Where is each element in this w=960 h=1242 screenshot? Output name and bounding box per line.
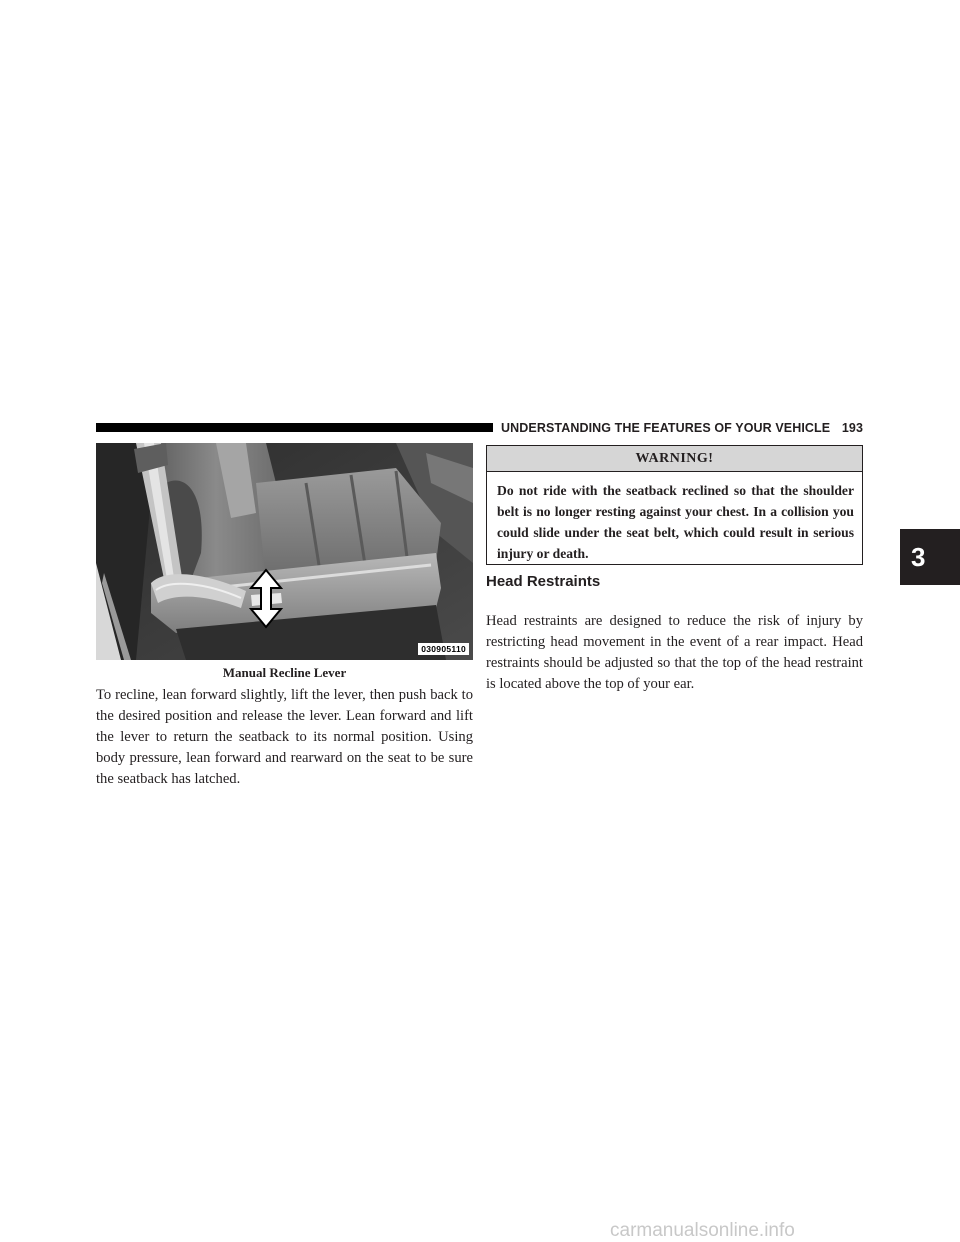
watermark: carmanualsonline.info	[610, 1220, 795, 1241]
running-header	[501, 419, 863, 437]
head-restraints-text: Head restraints are designed to reduce the risk of injury by restricting head movement in the event of a rear impact. Head restraints should be adjusted so that the top of the head restraint is located above the top of your ear.	[486, 613, 863, 692]
section-title: UNDERSTANDING THE FEATURES OF YOUR VEHICLE	[501, 421, 831, 435]
warning-text: Do not ride with the seatback reclined so that the shoulder belt is no longer resting against your chest. In a collision you could slide under the seat belt, which could result in serious injury or death.	[497, 483, 854, 561]
chapter-tab: 3	[900, 529, 960, 585]
image-code: 030905110	[418, 643, 469, 655]
figure-caption: Manual Recline Lever	[222, 665, 347, 680]
head-restraints-heading: Head Restraints	[486, 573, 601, 590]
recline-instructions: To recline, lean forward slightly, lift the lever, then push back to the desired position and release the lever. Lean forward and lift the lever to return the seatback to its normal position. Using body pressure, lean forward and rearward on the seat to be sure the seatback has latched.	[96, 687, 473, 787]
header-rule	[96, 423, 493, 432]
page-number: 193	[841, 421, 863, 435]
manual-recline-lever-photo	[96, 443, 473, 660]
warning-box	[486, 445, 863, 565]
warning-title: WARNING!	[487, 446, 862, 472]
seat-illustration	[96, 443, 473, 660]
